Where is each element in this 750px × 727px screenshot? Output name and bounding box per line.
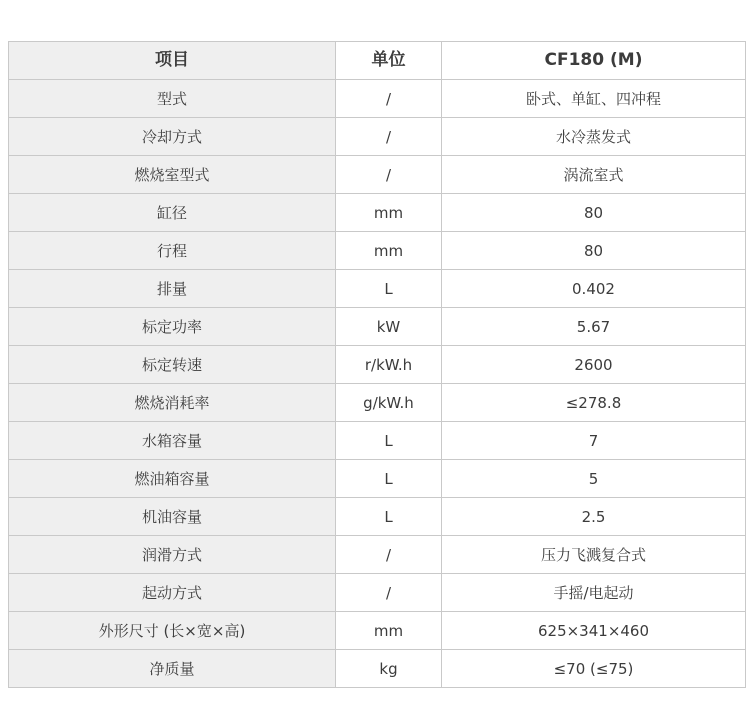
unit-cell: g/kW.h <box>336 384 442 422</box>
table-row <box>9 194 746 232</box>
item-cell: 燃油箱容量 <box>9 460 336 498</box>
col-header-unit: 单位 <box>336 42 442 80</box>
table-row <box>9 612 746 650</box>
item-cell: 外形尺寸 (长×宽×高) <box>9 612 336 650</box>
unit-cell: mm <box>336 232 442 270</box>
item-cell: 标定功率 <box>9 308 336 346</box>
col-header-item: 项目 <box>9 42 336 80</box>
value-cell: 5.67 <box>442 308 746 346</box>
unit-cell: mm <box>336 612 442 650</box>
value-cell: 80 <box>442 194 746 232</box>
value-cell: 2600 <box>442 346 746 384</box>
value-cell: ≤70 (≤75) <box>442 650 746 688</box>
table-row <box>9 460 746 498</box>
value-cell: 水冷蒸发式 <box>442 118 746 156</box>
item-cell: 净质量 <box>9 650 336 688</box>
col-header-model: CF180 (M) <box>442 42 746 80</box>
value-cell: 压力飞溅复合式 <box>442 536 746 574</box>
table-row <box>9 650 746 688</box>
table-row <box>9 232 746 270</box>
unit-cell: r/kW.h <box>336 346 442 384</box>
header-row <box>9 42 746 80</box>
item-cell: 燃烧室型式 <box>9 156 336 194</box>
value-cell: 2.5 <box>442 498 746 536</box>
value-cell: 80 <box>442 232 746 270</box>
table-row <box>9 80 746 118</box>
table-row <box>9 422 746 460</box>
item-cell: 冷却方式 <box>9 118 336 156</box>
item-cell: 缸径 <box>9 194 336 232</box>
item-cell: 水箱容量 <box>9 422 336 460</box>
table-row <box>9 346 746 384</box>
engine-spec-table <box>8 41 746 688</box>
value-cell: 625×341×460 <box>442 612 746 650</box>
unit-cell: L <box>336 498 442 536</box>
item-cell: 起动方式 <box>9 574 336 612</box>
table-row <box>9 308 746 346</box>
unit-cell: / <box>336 536 442 574</box>
table-row <box>9 536 746 574</box>
value-cell: 涡流室式 <box>442 156 746 194</box>
table-row <box>9 118 746 156</box>
value-cell: 7 <box>442 422 746 460</box>
value-cell: 手摇/电起动 <box>442 574 746 612</box>
item-cell: 润滑方式 <box>9 536 336 574</box>
unit-cell: / <box>336 574 442 612</box>
unit-cell: / <box>336 156 442 194</box>
value-cell: 5 <box>442 460 746 498</box>
table-row <box>9 156 746 194</box>
spec-table <box>8 41 745 688</box>
item-cell: 标定转速 <box>9 346 336 384</box>
unit-cell: L <box>336 270 442 308</box>
table-row <box>9 498 746 536</box>
item-cell: 型式 <box>9 80 336 118</box>
unit-cell: / <box>336 118 442 156</box>
table-row <box>9 574 746 612</box>
unit-cell: / <box>336 80 442 118</box>
item-cell: 机油容量 <box>9 498 336 536</box>
unit-cell: L <box>336 422 442 460</box>
unit-cell: kg <box>336 650 442 688</box>
table-row <box>9 270 746 308</box>
unit-cell: mm <box>336 194 442 232</box>
value-cell: ≤278.8 <box>442 384 746 422</box>
table-row <box>9 384 746 422</box>
item-cell: 排量 <box>9 270 336 308</box>
value-cell: 卧式、单缸、四冲程 <box>442 80 746 118</box>
item-cell: 燃烧消耗率 <box>9 384 336 422</box>
unit-cell: kW <box>336 308 442 346</box>
unit-cell: L <box>336 460 442 498</box>
item-cell: 行程 <box>9 232 336 270</box>
value-cell: 0.402 <box>442 270 746 308</box>
